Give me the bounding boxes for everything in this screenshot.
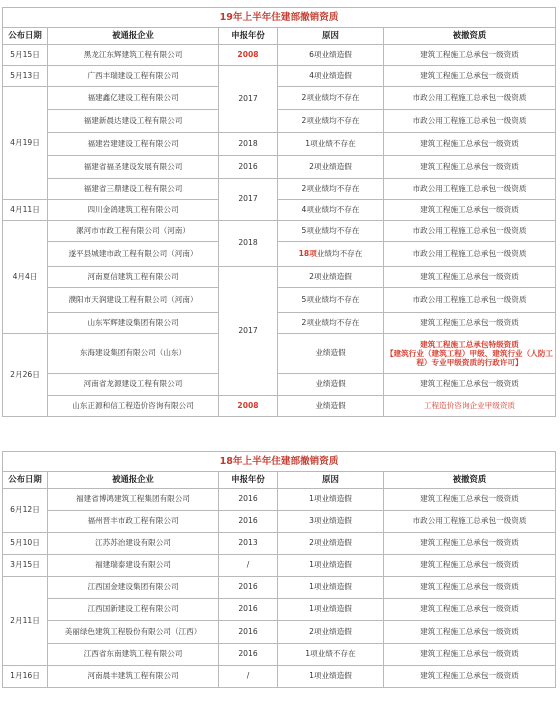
date-cell: 6月12日: [3, 489, 48, 533]
year-cell: /: [219, 555, 278, 577]
table-row: [3, 533, 556, 555]
company-cell: 山东军辉建设集团有限公司: [48, 313, 219, 334]
reason-cell: 2项业绩造假: [278, 621, 384, 644]
qualification-cell: 建筑工程施工总承包一级资质: [384, 45, 556, 66]
reason-cell: 2项业绩造假: [278, 156, 384, 179]
year-cell: 2017: [219, 66, 278, 133]
reason-cell: 2项业绩均不存在: [278, 313, 384, 334]
company-cell: 江西省东南建筑工程有限公司: [48, 644, 219, 666]
year-cell: 2018: [219, 133, 278, 156]
table-title-row: [3, 8, 556, 28]
table-row: [3, 110, 556, 133]
qualification-cell: 建筑工程施工总承包一级资质: [384, 621, 556, 644]
table-row: [3, 242, 556, 267]
year-cell: 2016: [219, 577, 278, 599]
company-cell: 福建省福圣建设发展有限公司: [48, 156, 219, 179]
reason-cell: 4项业绩造假: [278, 66, 384, 87]
reason-text: 业绩均不存在: [316, 248, 363, 258]
year-cell: 2016: [219, 511, 278, 533]
qualification-cell: 建筑工程施工总承包一级资质: [384, 200, 556, 221]
qualification-cell: 市政公用工程施工总承包一级资质: [384, 511, 556, 533]
company-cell: 福建省三鼎建设工程有限公司: [48, 179, 219, 200]
qualification-cell: 市政公用工程施工总承包一级资质: [384, 221, 556, 242]
qualification-extra: 【建筑行业（建筑工程）甲级、建筑行业（人防工程）专业甲级资质的行政许可】: [385, 348, 554, 368]
qualification-cell: 建筑工程施工总承包一级资质: [384, 267, 556, 288]
table-row: [3, 555, 556, 577]
company-cell: 黑龙江东辉建筑工程有限公司: [48, 45, 219, 66]
table-row: [3, 200, 556, 221]
table-row: [3, 179, 556, 200]
qualification-cell: 建筑工程施工总承包一级资质: [384, 313, 556, 334]
qualification-cell: 建筑工程施工总承包一级资质: [384, 533, 556, 555]
col-header-date: 公布日期: [3, 472, 48, 489]
year-cell: 2018: [219, 221, 278, 267]
col-header-reason: 原因: [278, 28, 384, 45]
date-cell: 3月15日: [3, 555, 48, 577]
date-cell: 2月11日: [3, 577, 48, 666]
qualification-cell: 建筑工程施工总承包一级资质: [384, 374, 556, 396]
company-cell: 美丽绿色建筑工程股份有限公司（江西）: [48, 621, 219, 644]
qualification-cell: 市政公用工程施工总承包一级资质: [384, 288, 556, 313]
qualification-main: 建筑工程施工总承包特级资质: [420, 339, 519, 349]
company-cell: 福建瑞泰建设有限公司: [48, 555, 219, 577]
table-row: [3, 221, 556, 242]
reason-cell: 2项业绩均不存在: [278, 87, 384, 110]
reason-cell: 1项业绩不存在: [278, 133, 384, 156]
reason-cell: 1项业绩造假: [278, 666, 384, 688]
reason-cell: 3项业绩造假: [278, 511, 384, 533]
reason-cell: 1项业绩造假: [278, 555, 384, 577]
reason-cell: 6项业绩造假: [278, 45, 384, 66]
qualification-cell: 市政公用工程施工总承包一级资质: [384, 87, 556, 110]
date-cell: 5月13日: [3, 66, 48, 87]
company-cell: 福建省博鸿建筑工程集团有限公司: [48, 489, 219, 511]
table-row: [3, 45, 556, 66]
date-cell: 1月16日: [3, 666, 48, 688]
header-row: [3, 28, 556, 45]
qualification-cell: 市政公用工程施工总承包一级资质: [384, 179, 556, 200]
qualification-cell: 建筑工程施工总承包一级资质: [384, 644, 556, 666]
table-row: [3, 133, 556, 156]
company-cell: 河南省龙源建设工程有限公司: [48, 374, 219, 396]
company-cell: 濮阳市天润建设工程有限公司（河南）: [48, 288, 219, 313]
company-cell: 山东正源和信工程造价咨询有限公司: [48, 396, 219, 417]
company-cell: 漯河市市政工程有限公司（河南）: [48, 221, 219, 242]
qualification-cell: 建筑工程施工总承包一级资质: [384, 555, 556, 577]
table-title: 19年上半年住建部撤销资质: [3, 8, 556, 28]
company-cell: 河南夏信建筑工程有限公司: [48, 267, 219, 288]
year-cell: /: [219, 666, 278, 688]
qualification-cell: 工程造价咨询企业甲级资质: [384, 396, 556, 417]
company-cell: 福建新晨达建设工程有限公司: [48, 110, 219, 133]
date-cell: 4月4日: [3, 221, 48, 334]
year-cell: 2016: [219, 599, 278, 621]
company-cell: 福建鑫亿建设工程有限公司: [48, 87, 219, 110]
reason-cell: 1项业绩不存在: [278, 644, 384, 666]
qualification-cell: 建筑工程施工总承包一级资质: [384, 156, 556, 179]
reason-cell: 2项业绩均不存在: [278, 110, 384, 133]
reason-cell: 业绩造假: [278, 374, 384, 396]
company-cell: 江苏苏治建设有限公司: [48, 533, 219, 555]
qualification-cell: 建筑工程施工总承包一级资质: [384, 133, 556, 156]
year-cell: 2016: [219, 644, 278, 666]
col-header-date: 公布日期: [3, 28, 48, 45]
table-row: [3, 511, 556, 533]
table-2019: [2, 7, 556, 417]
col-header-year: 申报年份: [219, 472, 278, 489]
table-row: [3, 313, 556, 334]
year-cell: 2013: [219, 533, 278, 555]
table-title: 18年上半年住建部撤销资质: [3, 452, 556, 472]
qualification-cell: 市政公用工程施工总承包一级资质: [384, 110, 556, 133]
table-row: [3, 577, 556, 599]
company-cell: 江西国金建设集团有限公司: [48, 577, 219, 599]
table-row: [3, 87, 556, 110]
col-header-reason: 原因: [278, 472, 384, 489]
date-cell: 4月19日: [3, 87, 48, 200]
reason-cell: 5项业绩均不存在: [278, 288, 384, 313]
table-2018: [2, 451, 556, 688]
company-cell: 河南晨丰建筑工程有限公司: [48, 666, 219, 688]
date-cell: 5月10日: [3, 533, 48, 555]
company-cell: 四川金鸽建筑工程有限公司: [48, 200, 219, 221]
col-header-company: 被通报企业: [48, 28, 219, 45]
company-cell: 广西丰瑞建设工程有限公司: [48, 66, 219, 87]
table-title-row: [3, 452, 556, 472]
year-cell: 2016: [219, 621, 278, 644]
col-header-qualification: 被撤资质: [384, 28, 556, 45]
year-cell: 2008: [219, 396, 278, 417]
table-row: [3, 374, 556, 396]
year-cell: 2008: [219, 45, 278, 66]
table-row: [3, 288, 556, 313]
qualification-cell: [384, 334, 556, 374]
qualification-cell: 市政公用工程施工总承包一级资质: [384, 242, 556, 267]
table-row: [3, 621, 556, 644]
company-cell: 东海建设集团有限公司（山东）: [48, 334, 219, 374]
reason-cell: 1项业绩造假: [278, 489, 384, 511]
qualification-cell: 建筑工程施工总承包一级资质: [384, 577, 556, 599]
year-cell: 2016: [219, 489, 278, 511]
reason-cell: 5项业绩均不存在: [278, 221, 384, 242]
qualification-cell: 建筑工程施工总承包一级资质: [384, 666, 556, 688]
table-row: [3, 666, 556, 688]
table-row: [3, 644, 556, 666]
year-cell: 2016: [219, 156, 278, 179]
reason-cell: 1项业绩造假: [278, 599, 384, 621]
date-cell: 2月26日: [3, 334, 48, 417]
company-cell: 遂平县城建市政工程有限公司（河南）: [48, 242, 219, 267]
reason-cell: 2项业绩造假: [278, 267, 384, 288]
company-cell: 福州晋丰市政工程有限公司: [48, 511, 219, 533]
date-cell: 4月11日: [3, 200, 48, 221]
col-header-company: 被通报企业: [48, 472, 219, 489]
col-header-qualification: 被撤资质: [384, 472, 556, 489]
reason-cell: 业绩造假: [278, 334, 384, 374]
reason-cell: 业绩造假: [278, 396, 384, 417]
qualification-cell: 建筑工程施工总承包一级资质: [384, 599, 556, 621]
col-header-year: 申报年份: [219, 28, 278, 45]
reason-count-highlight: 18项: [298, 248, 317, 258]
date-cell: 5月15日: [3, 45, 48, 66]
year-cell: 2017: [219, 179, 278, 221]
table-row: [3, 334, 556, 374]
qualification-cell: 建筑工程施工总承包一级资质: [384, 66, 556, 87]
reason-cell: 2项业绩均不存在: [278, 179, 384, 200]
reason-cell: 4项业绩均不存在: [278, 200, 384, 221]
reason-cell: [278, 242, 384, 267]
company-cell: 江西国新建设工程有限公司: [48, 599, 219, 621]
table-row: [3, 156, 556, 179]
table-row: [3, 396, 556, 417]
reason-cell: 2项业绩造假: [278, 533, 384, 555]
table-row: [3, 599, 556, 621]
table-row: [3, 267, 556, 288]
company-cell: 福建岩建建设工程有限公司: [48, 133, 219, 156]
header-row: [3, 472, 556, 489]
table-row: [3, 489, 556, 511]
table-row: [3, 66, 556, 87]
qualification-cell: 建筑工程施工总承包一级资质: [384, 489, 556, 511]
reason-cell: 1项业绩造假: [278, 577, 384, 599]
year-cell: 2017: [219, 267, 278, 396]
